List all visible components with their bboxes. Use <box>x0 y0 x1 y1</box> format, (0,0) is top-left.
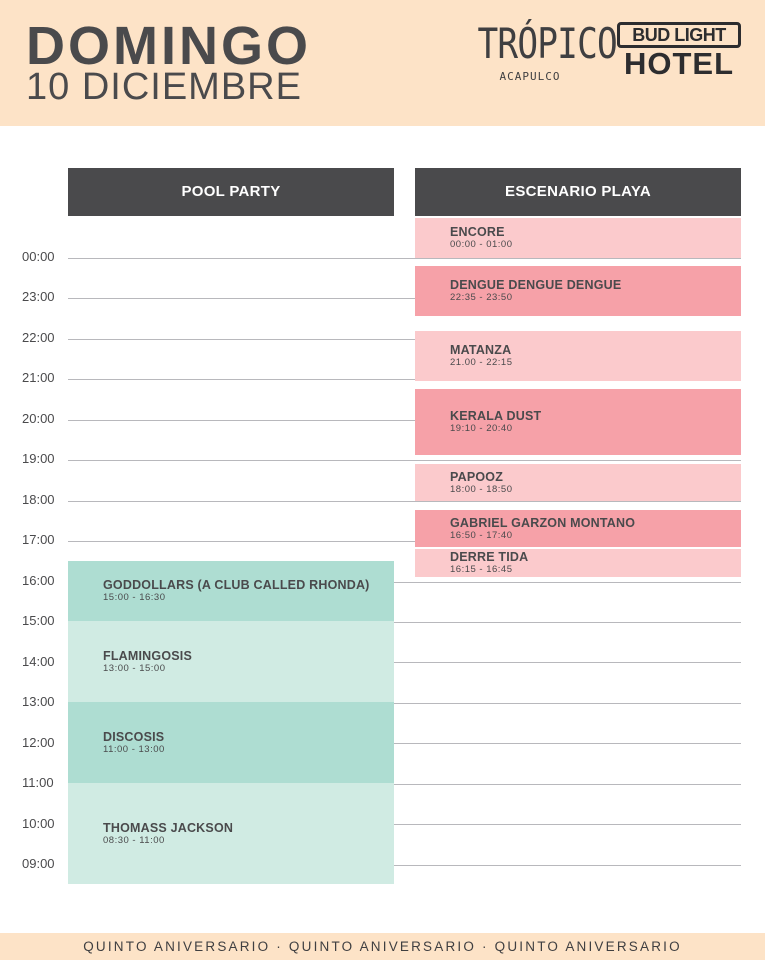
event-block-encore[interactable] <box>415 218 741 258</box>
time-label: 21:00 <box>22 370 55 385</box>
event-name: KERALA DUST <box>450 409 542 423</box>
event-block-thomass-jackson[interactable] <box>68 783 394 884</box>
event-name: PAPOOZ <box>450 469 504 484</box>
event-name: DISCOSIS <box>103 729 165 744</box>
event-name: MATANZA <box>450 343 512 357</box>
tropico-logo-name: TRÓPICO <box>477 19 617 68</box>
event-block-flamingosis[interactable] <box>68 621 394 702</box>
event-time: 18:00 - 18:50 <box>450 483 513 495</box>
event-time: 00:00 - 01:00 <box>450 239 513 250</box>
time-label: 14:00 <box>22 654 55 669</box>
time-label: 10:00 <box>22 816 55 831</box>
header-banner <box>0 0 765 126</box>
event-block-kerala-dust[interactable] <box>415 389 741 455</box>
event-name: DERRE TIDA <box>450 550 529 564</box>
time-label: 19:00 <box>22 451 55 466</box>
time-label: 23:00 <box>22 289 55 304</box>
time-label: 00:00 <box>22 249 55 264</box>
time-label: 11:00 <box>22 775 54 790</box>
event-name: FLAMINGOSIS <box>103 648 193 663</box>
time-label: 17:00 <box>22 532 55 547</box>
event-time: 16:15 - 16:45 <box>450 564 513 575</box>
event-block-derre-tida[interactable] <box>415 549 741 577</box>
event-time: 13:00 - 15:00 <box>103 662 166 674</box>
event-block-gabriel-garzon-montano[interactable] <box>415 510 741 547</box>
event-time: 21.00 - 22:15 <box>450 357 513 368</box>
time-label: 16:00 <box>22 573 55 588</box>
gridline <box>68 501 741 502</box>
event-block-discosis[interactable] <box>68 702 394 783</box>
tropico-logo <box>466 19 617 84</box>
bud-light-logo-bottom: HOTEL <box>623 46 735 81</box>
event-name: THOMASS JACKSON <box>103 820 234 835</box>
day-title: DOMINGO <box>26 16 311 76</box>
event-block-goddollars[interactable] <box>68 561 394 621</box>
gridline <box>68 258 741 259</box>
event-block-dengue-dengue-dengue[interactable] <box>415 266 741 316</box>
event-name: ENCORE <box>450 225 505 239</box>
event-name: GODDOLLARS (A CLUB CALLED RHONDA) <box>103 578 370 592</box>
event-time: 08:30 - 11:00 <box>103 834 165 846</box>
event-time: 15:00 - 16:30 <box>103 592 166 603</box>
event-time: 11:00 - 13:00 <box>103 743 165 755</box>
event-block-papooz[interactable] <box>415 464 741 501</box>
stage-header-pool-party: POOL PARTY <box>68 168 394 216</box>
time-label: 18:00 <box>22 492 55 507</box>
event-time: 22:35 - 23:50 <box>450 292 513 303</box>
time-label: 12:00 <box>22 735 55 750</box>
event-time: 16:50 - 17:40 <box>450 529 513 541</box>
bud-light-logo-top: BUD LIGHT <box>617 22 741 48</box>
time-label: 15:00 <box>22 613 55 628</box>
bud-light-hotel-logo <box>617 22 741 80</box>
gridline <box>68 460 741 461</box>
time-label: 20:00 <box>22 411 55 426</box>
time-label: 22:00 <box>22 330 55 345</box>
time-label: 09:00 <box>22 856 55 871</box>
event-name: GABRIEL GARZON MONTANO <box>450 515 636 530</box>
date-title: 10 DICIEMBRE <box>26 66 302 108</box>
footer-banner: QUINTO ANIVERSARIO · QUINTO ANIVERSARIO · QUINTO ANIVERSARIO <box>0 933 765 960</box>
stage-header-escenario-playa: ESCENARIO PLAYA <box>415 168 741 216</box>
event-block-matanza[interactable] <box>415 331 741 381</box>
tropico-logo-sub: ACAPULCO <box>499 70 561 83</box>
time-label: 13:00 <box>22 694 55 709</box>
event-time: 19:10 - 20:40 <box>450 423 513 434</box>
event-name: DENGUE DENGUE DENGUE <box>450 278 622 292</box>
